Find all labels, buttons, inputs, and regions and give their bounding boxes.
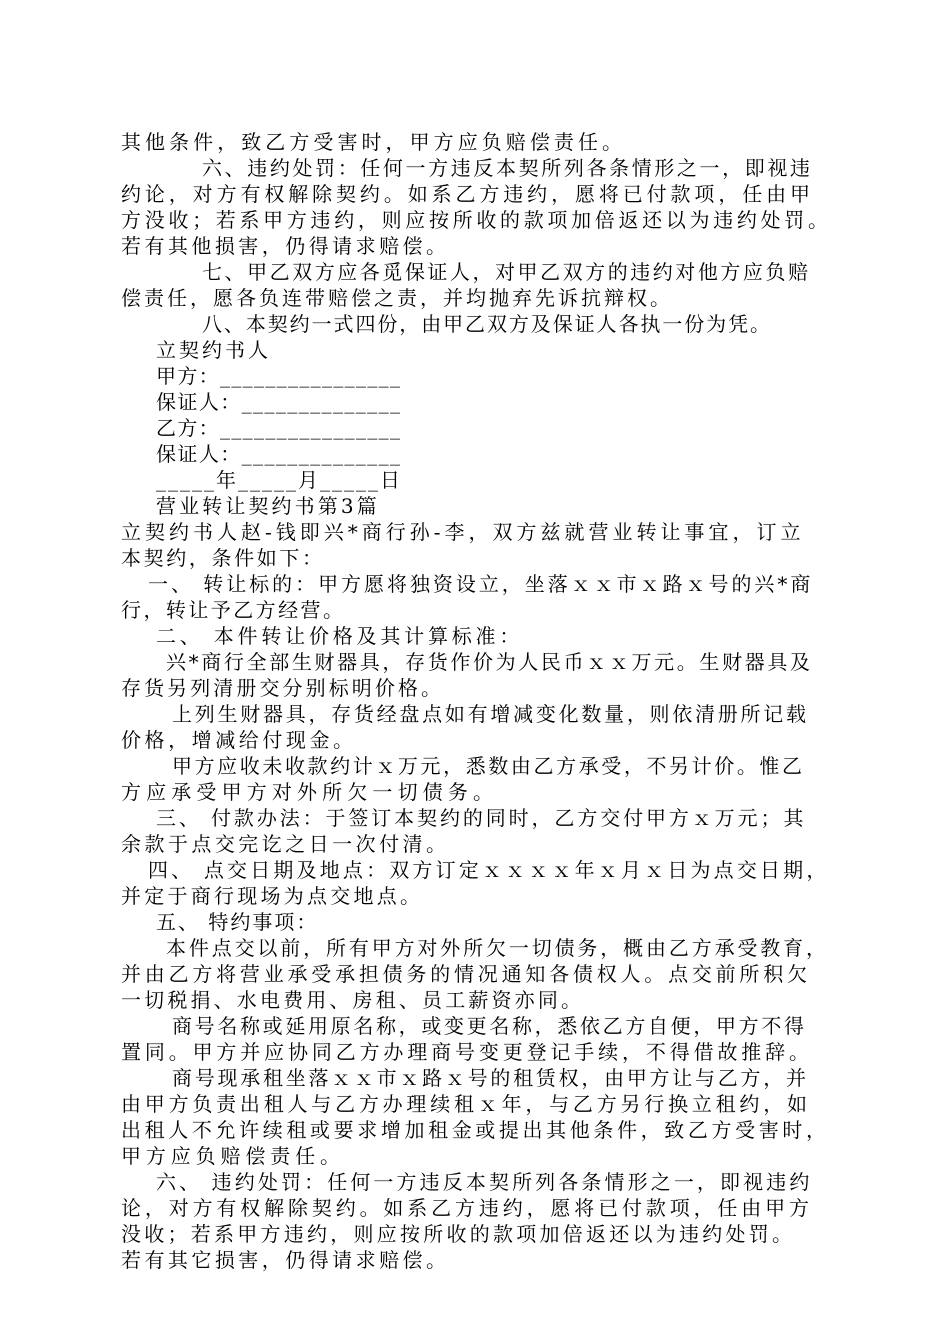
text-line: 行，转让予乙方经营。	[121, 598, 346, 622]
text-line: 商号现承租坐落ｘｘ市ｘ路ｘ号的租赁权，由甲方让与乙方，并	[172, 1066, 809, 1090]
text-line: 六、违约处罚：任何一方违反本契所列各条情形之一，即视违	[202, 156, 813, 180]
text-line: 出租人不允许续租或要求增加租金或提出其他条件，致乙方受害时，	[121, 1118, 830, 1142]
text-line: 八、本契约一式四份，由甲乙双方及保证人各执一份为凭。	[202, 312, 772, 336]
text-line: 一、 转让标的：甲方愿将独资设立，坐落ｘｘ市ｘ路ｘ号的兴*商	[148, 572, 814, 596]
text-line: 置同。甲方并应协同乙方办理商号变更登记手续，不得借故推辞。	[121, 1040, 813, 1064]
text-line: 二、 本件转让价格及其计算标准：	[156, 624, 524, 648]
text-line: 论，对方有权解除契约。如系乙方违约，愿将已付款项，任由甲方	[121, 1196, 813, 1220]
text-line: 一切税捐、水电费用、房租、员工薪资亦同。	[121, 988, 585, 1012]
text-line: 其他条件，致乙方受害时，甲方应负赔偿责任。	[121, 130, 627, 154]
text-line: 本件点交以前，所有甲方对外所欠一切债务，概由乙方承受教育，	[166, 936, 829, 960]
text-line: 商号名称或延用原名称，或变更名称，悉依乙方自便，甲方不得	[172, 1014, 807, 1038]
text-line: 上列生财器具，存货经盘点如有增减变化数量，则依清册所记载	[172, 702, 809, 726]
text-line: 五、 特约事项：	[156, 910, 319, 934]
text-line: 约论，对方有权解除契约。如系乙方违约，愿将已付款项，任由甲	[121, 182, 814, 206]
text-line: 方没收；若系甲方违约，则应按所收的款项加倍返还以为违约处罚。	[121, 208, 832, 232]
text-line: 并由乙方将营业承受承担债务的情况通知各债权人。点交前所积欠	[121, 962, 811, 986]
text-line: 四、 点交日期及地点：双方订定ｘｘｘｘ年ｘ月ｘ日为点交日期，	[148, 858, 830, 882]
text-line: 立契约书人	[156, 338, 271, 362]
text-line: 方应承受甲方对外所欠一切债务。	[121, 780, 499, 804]
text-line: 三、 付款办法：于签订本契约的同时，乙方交付甲方ｘ万元；其	[156, 806, 807, 830]
signature-line: 乙方：________________	[156, 416, 402, 440]
text-line: 若有其它损害，仍得请求赔偿。	[121, 1248, 450, 1272]
signature-line: 保证人：______________	[156, 442, 402, 466]
text-line: 并定于商行现场为点交地点。	[121, 884, 424, 908]
text-line: 甲方应负赔偿责任。	[121, 1144, 345, 1168]
text-line: 余款于点交完讫之日一次付清。	[121, 832, 450, 856]
signature-line: 甲方：________________	[156, 364, 402, 388]
section-title: 营业转让契约书第3篇	[156, 494, 380, 518]
text-line: 立契约书人赵-钱即兴*商行孙-李，双方兹就营业转让事宜，订立	[121, 520, 805, 544]
text-line: 七、甲乙双方应各觅保证人，对甲乙双方的违约对他方应负赔	[202, 260, 811, 284]
text-line: 若有其他损害，仍得请求赔偿。	[121, 234, 450, 258]
signature-line: 保证人：______________	[156, 390, 402, 414]
text-line: 甲方应收未收款约计ｘ万元，悉数由乙方承受，不另计价。惟乙	[172, 754, 805, 778]
text-line: 没收；若系甲方违约，则应按所收的款项加倍返还以为违约处罚。	[121, 1222, 796, 1246]
date-line: _____年_____月_____日	[156, 468, 402, 492]
text-line: 本契约，条件如下：	[121, 546, 325, 570]
text-line: 偿责任，愿各负连带赔偿之责，并均抛弃先诉抗辩权。	[121, 286, 673, 310]
text-line: 存货另列清册交分别标明价格。	[121, 676, 445, 700]
text-line: 兴*商行全部生财器具，存货作价为人民币ｘｘ万元。生财器具及	[166, 650, 813, 674]
text-line: 由甲方负责出租人与乙方办理续租ｘ年，与乙方另行换立租约，如	[121, 1092, 811, 1116]
text-line: 六、 违约处罚：任何一方违反本契所列各条情形之一，即视违约	[156, 1170, 813, 1194]
text-line: 价格，增减给付现金。	[121, 728, 357, 752]
